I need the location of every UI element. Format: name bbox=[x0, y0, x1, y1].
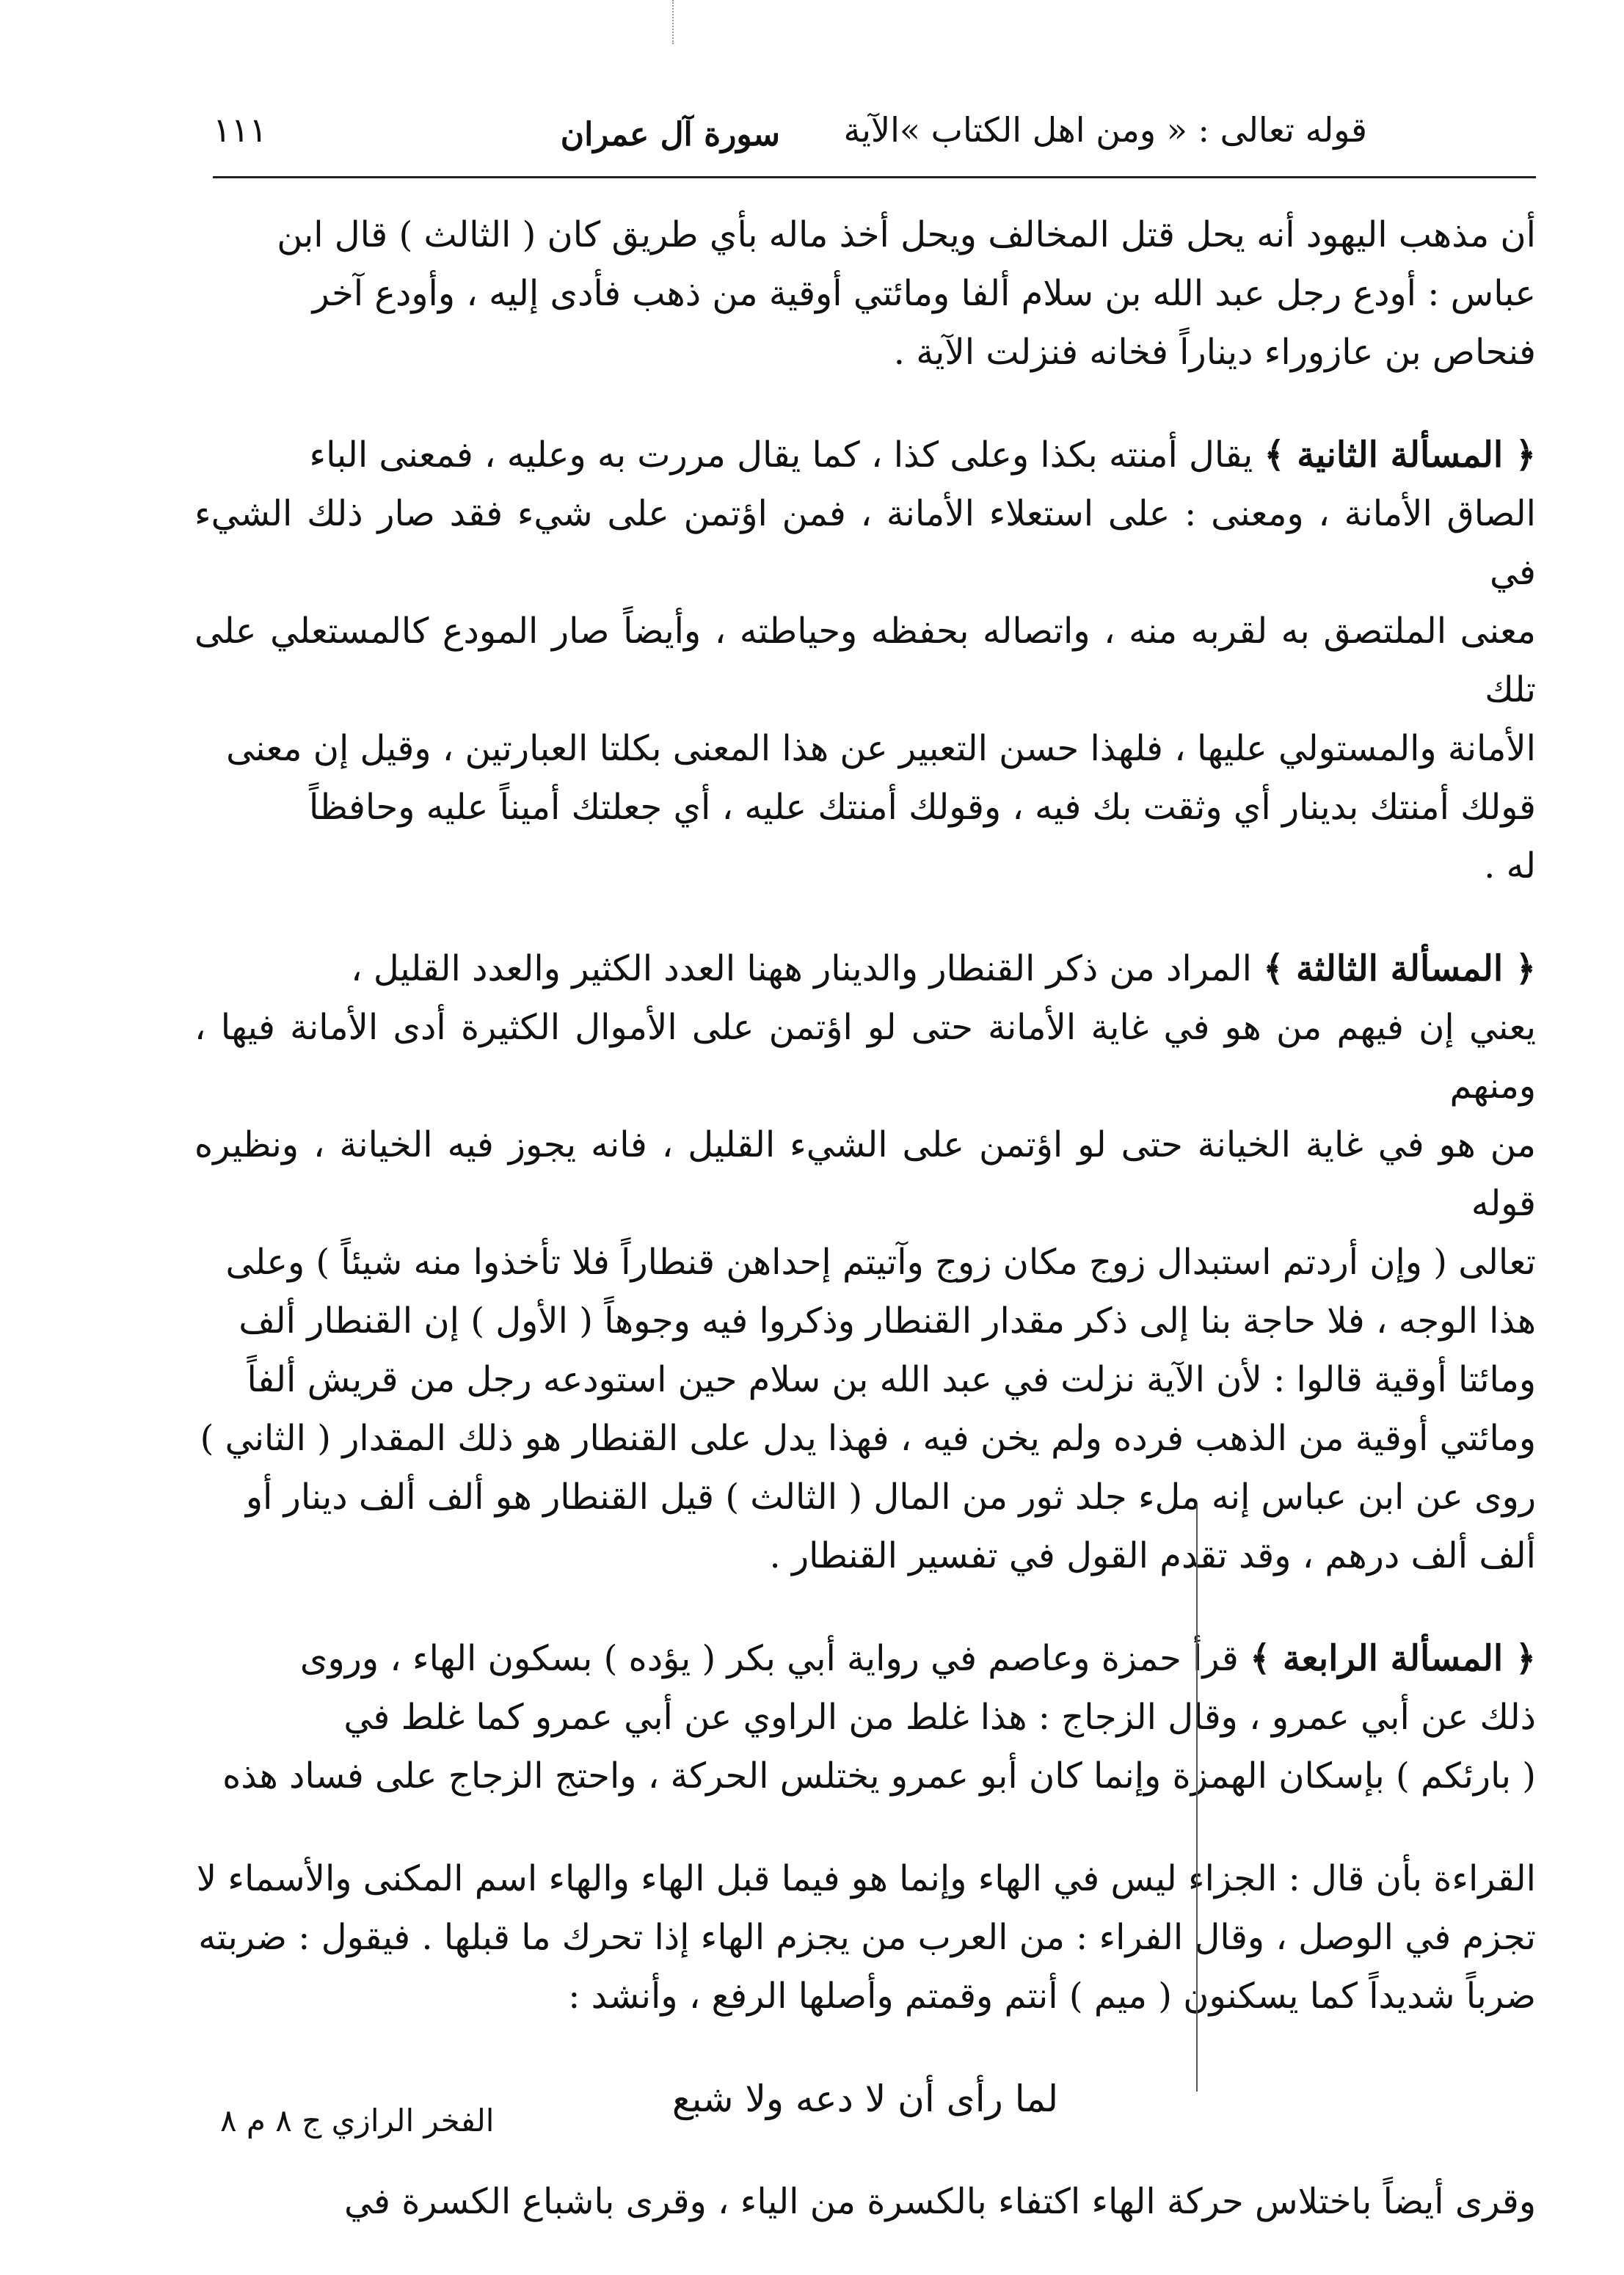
text-line: الأمانة والمستولي عليها ، فلهذا حسن التعبير عن هذا المعنى بكلتا العبارتين ، وقيل إن معنى bbox=[226, 728, 1536, 769]
paragraph-1 bbox=[194, 205, 1536, 382]
text-line-content: المراد من ذكر القنطار والدينار ههنا العدد الكثير والعدد القليل ، bbox=[351, 948, 1252, 989]
text-line: له . bbox=[1484, 845, 1536, 887]
text-line: ومائتي أوقية من الذهب فرده ولم يخن فيه ، فهذا يدل على القنطار هو ذلك المقدار ( الثاني ) bbox=[200, 1418, 1536, 1459]
text-line: ( بارئكم ) بإسكان الهمزة وإنما كان أبو عمرو يختلس الحركة ، واحتج الزجاج على فساد هذه bbox=[222, 1755, 1536, 1797]
text-line: تعالى ( وإن أردتم استبدال زوج مكان زوج وآتيتم إحداهن قنطاراً فلا تأخذوا منه شيئاً ) وعلى bbox=[225, 1242, 1536, 1283]
text-line: ضرباً شديداً كما يسكنون ( ميم ) أنتم وقمتم وأصلها الرفع ، وأنشد : bbox=[568, 1976, 1536, 2017]
text-line: ألف ألف درهم ، وقد تقدم القول في تفسير القنطار . bbox=[769, 1535, 1536, 1576]
header-rule bbox=[213, 176, 1536, 178]
surah-title: سورة آل عمران bbox=[560, 116, 780, 153]
page-body bbox=[194, 205, 1536, 2275]
text-line: ومائتا أوقية قالوا : لأن الآية نزلت في عبد الله بن سلام حين استودعه رجل من قريش ألفاً bbox=[247, 1359, 1536, 1400]
section-marker: ﴿ المسألة الثانية ﴾ bbox=[1264, 434, 1536, 476]
text-line: فنحاص بن عازوراء ديناراً فخانه فنزلت الآية . bbox=[893, 332, 1536, 373]
text-line: ذلك عن أبي عمرو ، وقال الزجاج : هذا غلط من الراوي عن أبي عمرو كما غلط في bbox=[343, 1697, 1536, 1738]
paragraph-2 bbox=[194, 426, 1536, 895]
text-line: عباس : أودع رجل عبد الله بن سلام ألفا ومائتي أوقية من ذهب فأدى إليه ، وأودع آخر bbox=[312, 273, 1536, 314]
running-title: قوله تعالى : « ومن اهل الكتاب »الآية bbox=[843, 110, 1367, 150]
section-marker: ﴿ المسألة الثالثة ﴾ bbox=[1263, 948, 1536, 989]
text-line: معنى الملتصق به لقربه منه ، واتصاله بحفظه وحياطته ، وأيضاً صار المودع كالمستعلي على تلك bbox=[194, 611, 1537, 710]
text-line: الصاق الأمانة ، ومعنى : على استعلاء الأمانة ، فمن اؤتمن على شيء فقد صار ذلك الشيء في bbox=[194, 493, 1536, 593]
text-line: تجزم في الوصل ، وقال الفراء : من العرب من يجزم الهاء إذا تحرك ما قبلها . فيقول : ضربته bbox=[198, 1917, 1536, 1958]
text-line bbox=[194, 939, 1536, 998]
text-line: هذا الوجه ، فلا حاجة بنا إلى ذكر مقدار القنطار وذكروا فيه وجوهاً ( الأول ) إن القنطار ألف bbox=[238, 1300, 1536, 1342]
text-line: يعني إن فيهم من هو في غاية الأمانة حتى لو اؤتمن على الأموال الكثيرة أدى الأمانة فيها ، ومنهم bbox=[194, 1007, 1536, 1107]
paragraph-6 bbox=[194, 2172, 1536, 2231]
text-line-content: يقال أمنته بكذا وعلى كذا ، كما يقال مررت به وعليه ، فمعنى الباء bbox=[309, 434, 1253, 476]
page-number: ١١١ bbox=[213, 110, 268, 150]
text-line-content: قرأ حمزة وعاصم في رواية أبي بكر ( يؤده ) بسكون الهاء ، وروى bbox=[299, 1638, 1239, 1679]
text-line: أن مذهب اليهود أنه يحل قتل المخالف ويحل أخذ ماله بأي طريق كان ( الثالث ) قال ابن bbox=[277, 214, 1536, 255]
section-marker: ﴿ المسألة الرابعة ﴾ bbox=[1250, 1638, 1536, 1679]
poetry-verse: لما رأى أن لا دعه ولا شبع bbox=[671, 2078, 1059, 2120]
paragraph-3 bbox=[194, 939, 1536, 1585]
paragraph-4 bbox=[194, 1629, 1536, 1805]
text-line: من هو في غاية الخيانة حتى لو اؤتمن على الشيء القليل ، فانه يجوز فيه الخيانة ، ونظيره قوله bbox=[194, 1124, 1536, 1224]
scan-mark bbox=[672, 0, 675, 44]
page-footer: الفخر الرازي ج ٨ م ٨ bbox=[220, 2103, 495, 2138]
text-line: وقرى أيضاً باختلاس حركة الهاء اكتفاء بالكسرة من الياء ، وقرى باشباع الكسرة في bbox=[344, 2181, 1536, 2222]
page-header bbox=[213, 110, 1367, 169]
text-line: القراءة بأن قال : الجزاء ليس في الهاء وإنما هو فيما قبل الهاء والهاء اسم المكنى والأسماء لا bbox=[196, 1858, 1536, 1899]
text-line bbox=[194, 426, 1536, 484]
scan-artifact-line bbox=[1196, 1504, 1198, 2092]
paragraph-5 bbox=[194, 1849, 1536, 2025]
text-line bbox=[194, 1629, 1536, 1688]
text-line: روى عن ابن عباس إنه ملء جلد ثور من المال ( الثالث ) قيل القنطار هو ألف ألف دينار أو bbox=[245, 1477, 1536, 1518]
text-line: قولك أمنتك بدينار أي وثقت بك فيه ، وقولك أمنتك عليه ، أي جعلتك أميناً عليه وحافظاً bbox=[308, 787, 1536, 828]
